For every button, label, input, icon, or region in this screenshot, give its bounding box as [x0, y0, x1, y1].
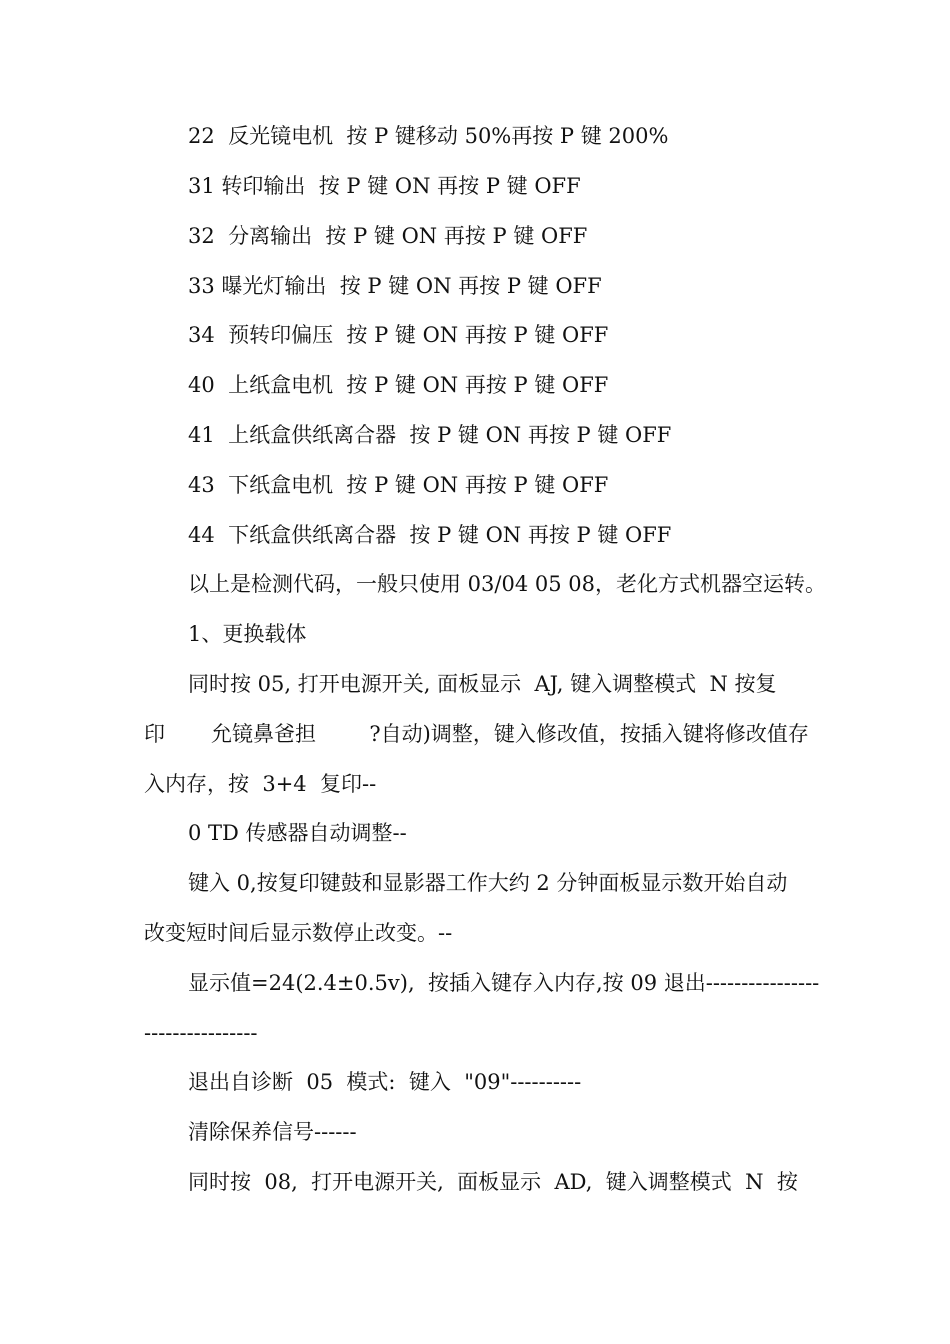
text-line — [144, 720, 809, 748]
text-line: 以上是检测代码，一般只使用 03/04 05 08，老化方式机器空运转。 — [188, 572, 826, 596]
text-line: 40 上纸盒电机 按 P 键 ON 再按 P 键 OFF — [188, 373, 609, 397]
text-line: 入内存，按 3+4 复印-- — [144, 772, 377, 796]
text-line: 显示值=24(2.4±0.5v), 按插入键存入内存,按 09 退出---------------- — [188, 971, 820, 995]
text-line: 0 TD 传感器自动调整-- — [188, 821, 407, 845]
text-line: 32 分离输出 按 P 键 ON 再按 P 键 OFF — [188, 224, 588, 248]
text-line: 改变短时间后显示数停止改变。-- — [144, 921, 453, 945]
text-line: 44 下纸盒供纸离合器 按 P 键 ON 再按 P 键 OFF — [188, 523, 672, 547]
text-line: 34 预转印偏压 按 P 键 ON 再按 P 键 OFF — [188, 323, 609, 347]
text-fragment: 印 — [144, 722, 165, 746]
text-line: 同时按 08, 打开电源开关, 面板显示 AD, 键入调整模式 N 按 — [188, 1170, 798, 1194]
text-line: 33 曝光灯输出 按 P 键 ON 再按 P 键 OFF — [188, 274, 602, 298]
text-line: 31 转印输出 按 P 键 ON 再按 P 键 OFF — [188, 174, 581, 198]
text-line: 41 上纸盒供纸离合器 按 P 键 ON 再按 P 键 OFF — [188, 423, 672, 447]
text-line: 43 下纸盒电机 按 P 键 ON 再按 P 键 OFF — [188, 473, 609, 497]
text-line: 清除保养信号------ — [188, 1120, 357, 1144]
text-line: 同时按 05, 打开电源开关, 面板显示 AJ, 键入调整模式 N 按复 — [188, 672, 777, 696]
text-line: 键入 0,按复印键鼓和显影器工作大约 2 分钟面板显示数开始自动 — [188, 871, 788, 895]
text-line: ---------------- — [144, 1021, 258, 1045]
text-fragment: 允镜鼻爸担 ?自动)调整，键入修改值，按插入键将修改值存 — [211, 722, 809, 746]
text-line: 退出自诊断 05 模式: 键入 "09"---------- — [188, 1070, 582, 1094]
section-heading: 1、更换载体 — [188, 622, 307, 646]
text-line: 22 反光镜电机 按 P 键移动 50%再按 P 键 200% — [188, 124, 669, 148]
